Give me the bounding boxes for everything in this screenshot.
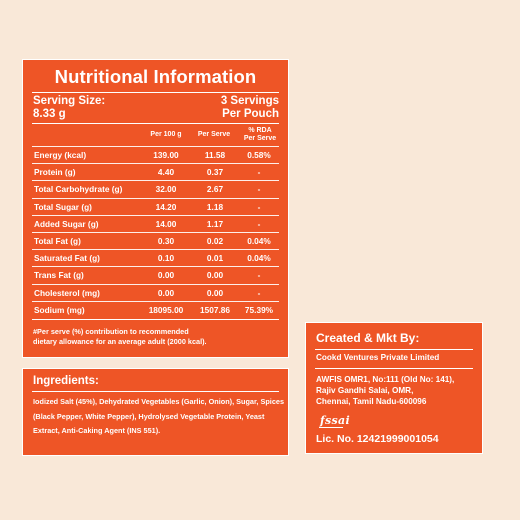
col-per100-header: Per 100 g — [150, 131, 182, 138]
nutrient-label: Protein (g) — [34, 167, 76, 178]
footnote-line2: dietary allowance for an average adult (2000 kcal). — [33, 337, 207, 346]
per100-value: 14.20 — [155, 201, 177, 212]
license-number: Lic. No. 12421999001054 — [316, 433, 439, 445]
perserve-value: 0.02 — [206, 236, 224, 246]
nutrient-label: Total Fat (g) — [34, 236, 81, 246]
col-rda-line1: % RDA — [248, 127, 272, 134]
nutrient-label: Total Carbohydrate (g) — [34, 184, 123, 195]
rda-value: - — [257, 184, 261, 195]
fssai-logo-icon: fssai — [320, 414, 350, 427]
footnote-line1: #Per serve (%) contribution to recommended — [33, 327, 189, 336]
perserve-value: 0.37 — [206, 167, 224, 178]
nutrition-panel — [22, 59, 289, 358]
company-name: Cookd Ventures Private Limited — [316, 353, 440, 362]
table-row — [32, 180, 279, 197]
perserve-value: 1507.86 — [200, 304, 230, 315]
per100-value: 0.00 — [157, 287, 175, 298]
per100-value: 0.10 — [157, 253, 175, 264]
perserve-value: 0.00 — [206, 287, 224, 298]
ingredients-panel — [22, 368, 289, 456]
servings-sub: Per Pouch — [222, 108, 279, 120]
nutrient-label: Energy (kcal) — [34, 150, 87, 160]
serving-size-value: 8.33 g — [33, 108, 66, 120]
company-divider — [315, 368, 473, 369]
servings-count: 3 Servings — [220, 95, 279, 107]
table-row — [32, 232, 279, 249]
table-row — [32, 146, 279, 163]
col-perserve-header: Per Serve — [197, 131, 231, 138]
per100-value: 0.00 — [157, 270, 175, 281]
table-bottom-divider — [32, 319, 279, 320]
rda-value: - — [257, 167, 261, 178]
table-row — [32, 215, 279, 232]
manufacturer-title: Created & Mkt By: — [316, 331, 420, 345]
rda-value: 0.58% — [247, 150, 271, 160]
nutrient-label: Total Sugar (g) — [34, 201, 92, 212]
nutrient-label: Added Sugar (g) — [34, 218, 99, 229]
table-row — [32, 198, 279, 215]
rda-value: 0.04% — [247, 253, 271, 264]
title-divider — [32, 92, 279, 93]
address-line1: AWFIS OMR1, No:111 (Old No: 141), — [316, 375, 455, 384]
per100-value: 0.30 — [157, 236, 175, 246]
serving-size — [33, 95, 105, 121]
table-row — [32, 266, 279, 283]
rda-value: - — [257, 201, 261, 212]
nutrient-label: Sodium (mg) — [34, 304, 85, 315]
per100-value: 139.00 — [153, 150, 179, 160]
per100-value: 32.00 — [155, 184, 177, 195]
nutrient-label: Saturated Fat (g) — [34, 253, 100, 264]
col-rda-header — [238, 127, 282, 143]
per100-value: 18095.00 — [148, 304, 184, 315]
perserve-value: 11.58 — [204, 150, 226, 160]
address-line2: Rajiv Gandhi Salai, OMR, — [316, 386, 414, 395]
perserve-value: 2.67 — [206, 184, 224, 195]
table-row — [32, 301, 279, 318]
per100-value: 14.00 — [155, 218, 177, 229]
col-rda-line2: Per Serve — [243, 135, 277, 142]
rda-value: 0.04% — [247, 236, 271, 246]
ingredients-text: Iodized Salt (45%), Dehydrated Vegetables (Garlic, Onion), Sugar, Spices (Black Pepper, White Pepper), Hydrolysed Vegetable Protein, Yeast Extract, Anti-Caking Agent (INS 551). — [33, 397, 285, 435]
table-row — [32, 284, 279, 301]
perserve-value: 1.18 — [206, 201, 224, 212]
serving-size-label: Serving Size: — [33, 95, 106, 107]
ingredients-divider — [32, 391, 279, 392]
rda-value: - — [257, 218, 261, 229]
company-address — [316, 374, 476, 407]
fssai-logo-underline — [319, 427, 343, 428]
table-row — [32, 163, 279, 180]
serving-divider — [32, 123, 279, 124]
per100-value: 4.40 — [157, 167, 175, 178]
rda-footnote — [33, 327, 273, 347]
nutrient-label: Trans Fat (g) — [34, 270, 84, 281]
rda-value: 75.39% — [244, 304, 274, 315]
ingredients-title: Ingredients: — [33, 375, 99, 387]
rda-value: - — [257, 270, 261, 281]
servings-per-pouch — [221, 95, 279, 121]
perserve-value: 1.17 — [206, 218, 224, 229]
rda-value: - — [257, 287, 261, 298]
manufacturer-divider — [315, 349, 473, 350]
manufacturer-panel — [305, 322, 483, 454]
nutrient-label: Cholesterol (mg) — [34, 287, 100, 298]
perserve-value: 0.00 — [206, 270, 224, 281]
nutrition-title: Nutritional Information — [54, 66, 257, 87]
perserve-value: 0.01 — [206, 253, 224, 264]
address-line3: Chennai, Tamil Nadu-600096 — [316, 397, 427, 406]
table-row — [32, 249, 279, 266]
